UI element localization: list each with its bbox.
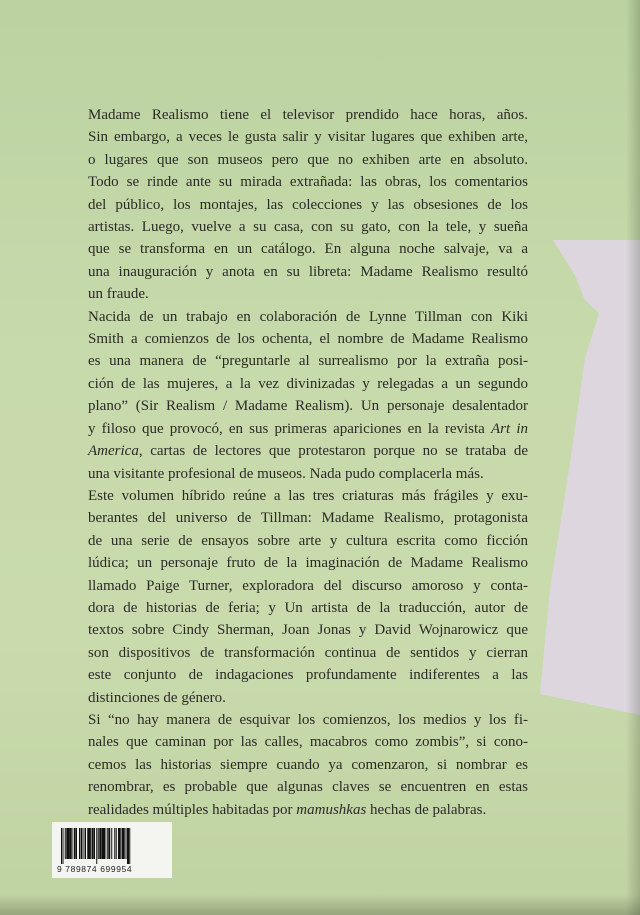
barcode-bar <box>126 828 127 859</box>
barcode-bar <box>94 828 95 859</box>
barcode-bar <box>63 828 64 864</box>
text-line: cemos las historias siempre cuando ya comenzaron, si nombrar es <box>88 756 528 773</box>
text-line: una visitante profesional de museos. Nada pudo complacerla más. <box>88 465 484 482</box>
barcode-bar <box>79 828 80 859</box>
barcode-bar <box>108 828 110 859</box>
barcode-bars <box>60 828 164 864</box>
text-line: plano” (Sir Realism / Madame Realism). Un personaje desalentador <box>88 398 528 415</box>
text-line: Si “no hay manera de esquivar los comienzos, los medios y los fi- <box>88 711 528 728</box>
text-line: este conjunto de indagaciones profundamente indiferentes a las <box>88 667 528 684</box>
text-line: y filoso que provocó, en sus primeras apariciones en la revista Art in <box>88 420 528 437</box>
text-line: una inauguración y anota en su libreta: Madame Realismo resultó <box>88 263 528 280</box>
barcode-bar <box>122 828 125 859</box>
barcode-bar <box>66 828 69 859</box>
barcode-bar <box>76 828 77 859</box>
barcode-bar <box>96 828 97 864</box>
barcode-bar <box>116 828 117 859</box>
barcode-bar <box>105 828 106 859</box>
barcode-bar <box>84 828 85 859</box>
barcode-bar <box>87 828 90 859</box>
blurb-paragraph <box>88 485 528 709</box>
text-line: Madame Realismo tiene el televisor prendido hace horas, años. <box>88 107 528 123</box>
barcode-bar <box>69 828 71 859</box>
blurb-paragraph <box>88 104 528 306</box>
isbn-digits: 9 789874 699954 <box>57 864 133 874</box>
barcode-bar <box>120 828 121 859</box>
barcode-bar <box>92 828 94 859</box>
text-line: nales que caminan por las calles, macabros como zombis”, si cono- <box>88 734 528 751</box>
text-line: America, cartas de lectores que protestaron porque no se trataba de <box>88 443 528 460</box>
barcode-bar <box>85 828 86 859</box>
text-line: artistas. Luego, vuelve a su casa, con su gato, con la tele, y sueña <box>88 219 528 236</box>
barcode-bar <box>118 828 120 859</box>
text-line: lúdica; un personaje fruto de la imaginación de Madame Realismo <box>88 555 528 572</box>
barcode-bar <box>102 828 105 859</box>
cover-edge-shadow <box>626 0 640 915</box>
text-line: realidades múltiples habitadas por mamushkas hechas de palabras. <box>88 801 487 818</box>
text-line: es una manera de “preguntarle al surrealismo por la extraña posi- <box>88 353 528 370</box>
blurb-paragraph <box>88 306 528 485</box>
blurb-paragraph <box>88 709 528 821</box>
back-cover-blurb <box>88 104 528 821</box>
barcode-bar <box>99 828 101 859</box>
text-line: berantes del universo de Tillman: Madame Realismo, protagonista <box>88 510 528 527</box>
text-line: dora de historias de feria; y Un artista de la traducción, autor de <box>88 599 528 616</box>
barcode-bar <box>74 828 76 859</box>
isbn-barcode <box>52 822 172 878</box>
barcode-bar <box>65 828 66 859</box>
text-line: Sin embargo, a veces le gusta salir y visitar lugares que exhiben arte, <box>88 129 528 146</box>
text-line: Todo se rinde ante su mirada extrañada: las obras, los comentarios <box>88 174 528 191</box>
text-line: Este volumen híbrido reúne a las tres criaturas más frágiles y exu- <box>88 487 528 504</box>
barcode-bar <box>114 828 115 859</box>
text-line: textos sobre Cindy Sherman, Joan Jonas y David Wojnarowicz que <box>88 622 528 639</box>
text-line: son dispositivos de transformación continua de sentidos y cierran <box>88 644 528 661</box>
text-line: renombrar, es probable que algunas claves se encuentren en estas <box>88 779 528 796</box>
text-line: Nacida de un trabajo en colaboración de Lynne Tillman con Kiki <box>88 308 528 325</box>
cover-bottom-shadow <box>0 895 640 915</box>
text-line: de una serie de ensayos sobre arte y cultura escrita como ficción <box>88 532 528 549</box>
barcode-bar <box>81 828 83 859</box>
barcode-bar <box>72 828 73 859</box>
barcode-bar <box>98 828 99 859</box>
barcode-bar <box>90 828 91 859</box>
barcode-bar <box>111 828 112 859</box>
text-line: del público, los montajes, las colecciones y las obsesiones de los <box>88 196 528 213</box>
barcode-bar <box>61 828 62 864</box>
barcode-bar <box>107 828 108 859</box>
text-line: distinciones de género. <box>88 689 226 706</box>
barcode-bar <box>127 828 129 864</box>
text-line: un fraude. <box>88 286 149 303</box>
text-line: ción de las mujeres, a la vez divinizadas y relegadas a un segundo <box>88 375 528 392</box>
text-line: llamado Paige Turner, exploradora del discurso amoroso y conta- <box>88 577 528 594</box>
text-line: Smith a comienzos de los ochenta, el nombre de Madame Realismo <box>88 331 528 348</box>
text-line: o lugares que son museos pero que no exhiben arte en absoluto. <box>88 151 528 168</box>
text-line: que se transforma en un catálogo. En alguna noche salvaje, va a <box>88 241 528 258</box>
barcode-bar <box>129 828 130 864</box>
